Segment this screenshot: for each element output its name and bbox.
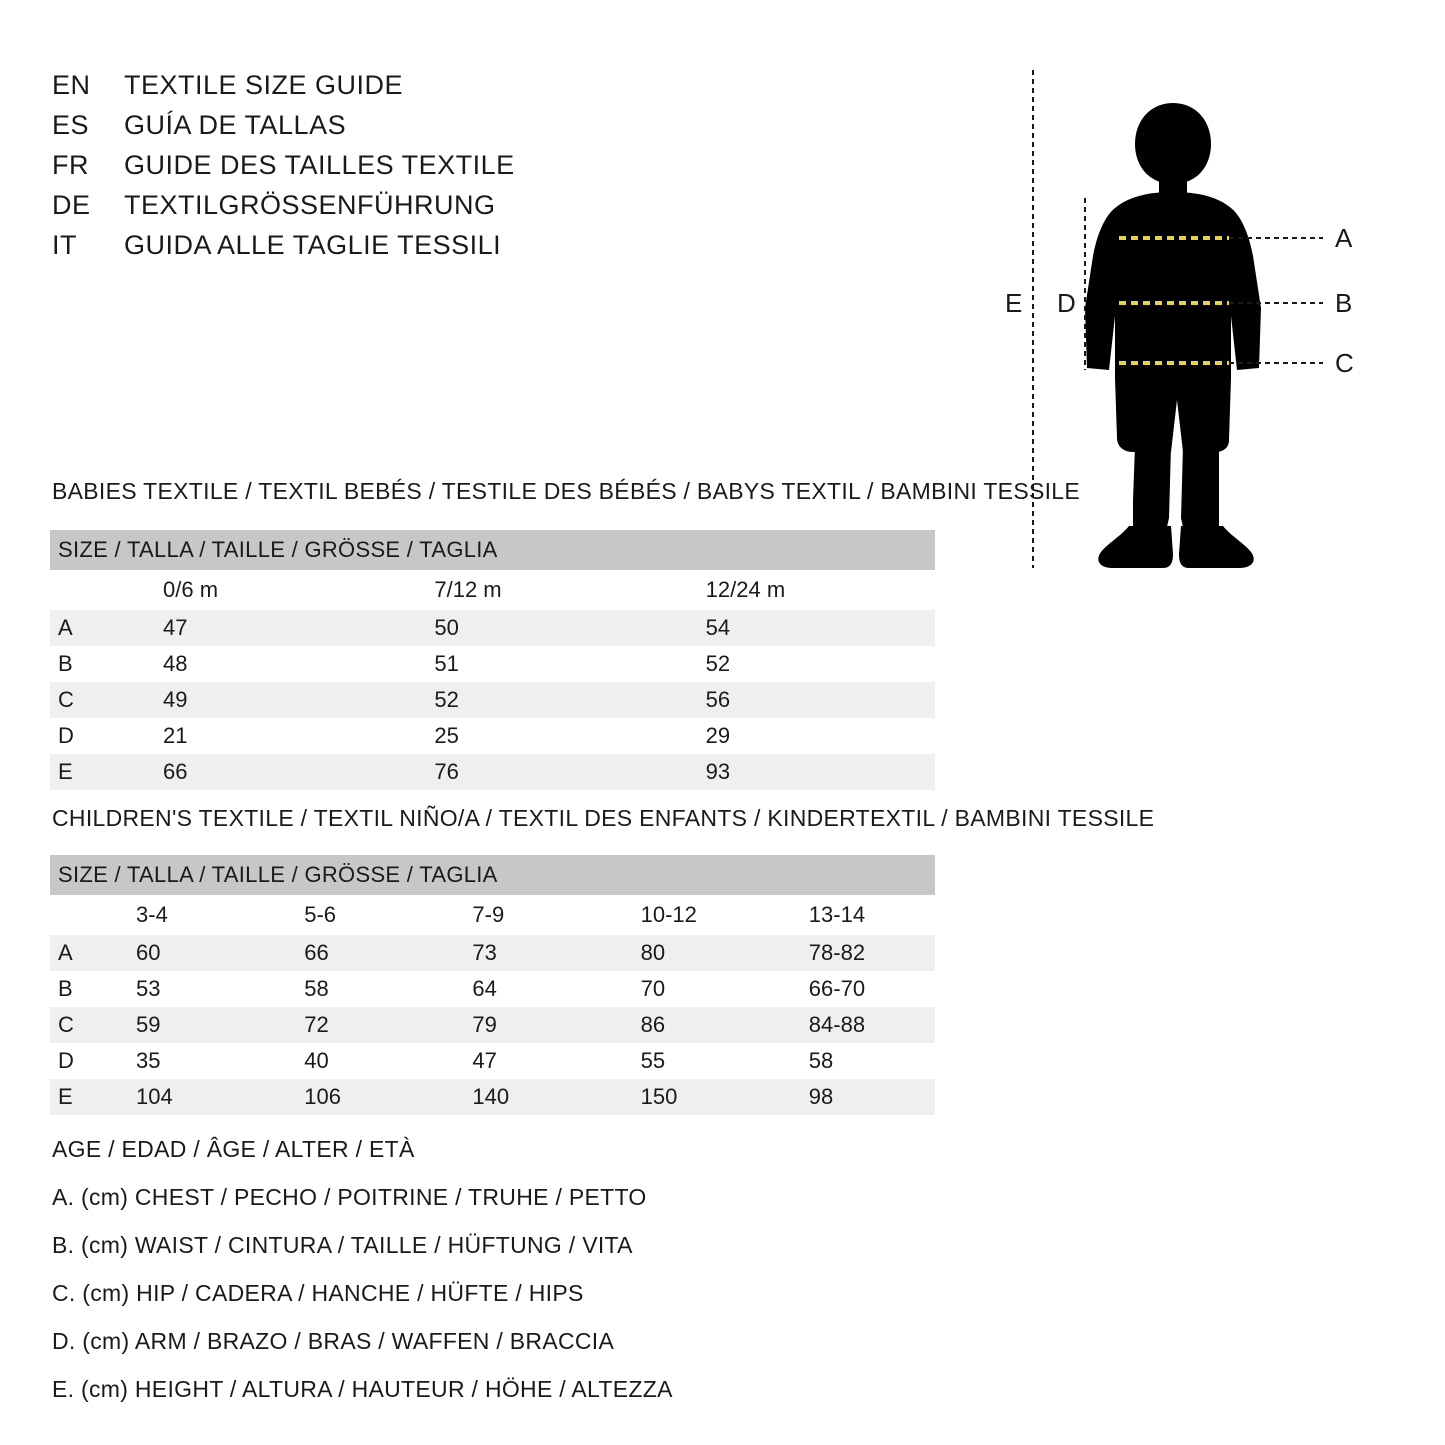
figure-label-c: C bbox=[1335, 348, 1354, 378]
children-cell-c-1: 72 bbox=[262, 1007, 430, 1043]
children-cell-c-4: 84-88 bbox=[767, 1007, 935, 1043]
title-text-de: TEXTILGRÖSSENFÜHRUNG bbox=[124, 190, 496, 220]
babies-cell-d-0: 21 bbox=[121, 718, 392, 754]
children-cell-a-0: 60 bbox=[94, 935, 262, 971]
babies-cell-b-1: 51 bbox=[392, 646, 663, 682]
children-col-0: 3-4 bbox=[94, 895, 262, 935]
babies-col-1: 7/12 m bbox=[392, 570, 663, 610]
language-code-it: IT bbox=[52, 230, 77, 260]
children-cell-d-0: 35 bbox=[94, 1043, 262, 1079]
children-cell-e-4: 98 bbox=[767, 1079, 935, 1115]
babies-cell-e-0: 66 bbox=[121, 754, 392, 790]
table-row bbox=[50, 971, 935, 1007]
figure-label-a: A bbox=[1335, 223, 1353, 253]
babies-cell-e-2: 93 bbox=[664, 754, 935, 790]
children-row-label-a: A bbox=[50, 935, 94, 971]
babies-column-header-row bbox=[50, 570, 935, 610]
children-size-table bbox=[50, 855, 935, 1115]
title-row-it bbox=[52, 230, 752, 261]
children-cell-b-4: 66-70 bbox=[767, 971, 935, 1007]
children-band-row bbox=[50, 855, 935, 895]
legend-line-age: AGE / EDAD / ÂGE / ALTER / ETÀ bbox=[52, 1136, 415, 1162]
table-row bbox=[50, 1043, 935, 1079]
children-cell-c-3: 86 bbox=[599, 1007, 767, 1043]
table-row bbox=[50, 754, 935, 790]
children-section-title: CHILDREN'S TEXTILE / TEXTIL NIÑO/A / TEXTIL DES ENFANTS / KINDERTEXTIL / BAMBINI TESSILE bbox=[52, 805, 1155, 831]
babies-row-label-c: C bbox=[50, 682, 121, 718]
children-cell-a-2: 73 bbox=[430, 935, 598, 971]
babies-row-label-d: D bbox=[50, 718, 121, 754]
legend-line-b: B. (cm) WAIST / CINTURA / TAILLE / HÜFTUNG / VITA bbox=[52, 1232, 633, 1258]
table-row bbox=[50, 610, 935, 646]
babies-cell-c-2: 56 bbox=[664, 682, 935, 718]
children-cell-e-1: 106 bbox=[262, 1079, 430, 1115]
children-row-label-c: C bbox=[50, 1007, 94, 1043]
children-col-4: 13-14 bbox=[767, 895, 935, 935]
children-row-label-b: B bbox=[50, 971, 94, 1007]
babies-cell-d-2: 29 bbox=[664, 718, 935, 754]
title-row-fr bbox=[52, 150, 752, 181]
table-row bbox=[50, 935, 935, 971]
legend-line-d: D. (cm) ARM / BRAZO / BRAS / WAFFEN / BRACCIA bbox=[52, 1328, 615, 1354]
babies-col-0: 0/6 m bbox=[121, 570, 392, 610]
table-row bbox=[50, 1007, 935, 1043]
children-cell-e-0: 104 bbox=[94, 1079, 262, 1115]
language-code-en: EN bbox=[52, 70, 91, 100]
children-col-1: 5-6 bbox=[262, 895, 430, 935]
table-row bbox=[50, 1079, 935, 1115]
babies-cell-d-1: 25 bbox=[392, 718, 663, 754]
children-corner-cell bbox=[50, 895, 94, 935]
babies-band-label: SIZE / TALLA / TAILLE / GRÖSSE / TAGLIA bbox=[50, 530, 935, 570]
babies-row-label-b: B bbox=[50, 646, 121, 682]
babies-cell-b-2: 52 bbox=[664, 646, 935, 682]
title-block bbox=[52, 70, 752, 270]
children-cell-c-2: 79 bbox=[430, 1007, 598, 1043]
title-row-en bbox=[52, 70, 752, 101]
children-cell-b-3: 70 bbox=[599, 971, 767, 1007]
title-text-en: TEXTILE SIZE GUIDE bbox=[124, 70, 404, 100]
title-row-de bbox=[52, 190, 752, 221]
babies-section-title: BABIES TEXTILE / TEXTIL BEBÉS / TESTILE DES BÉBÉS / BABYS TEXTIL / BAMBINI TESSILE bbox=[52, 478, 1081, 504]
babies-cell-a-1: 50 bbox=[392, 610, 663, 646]
table-row bbox=[50, 718, 935, 754]
legend-line-e: E. (cm) HEIGHT / ALTURA / HAUTEUR / HÖHE / ALTEZZA bbox=[52, 1376, 673, 1402]
babies-size-table bbox=[50, 530, 935, 790]
children-row-label-d: D bbox=[50, 1043, 94, 1079]
babies-col-2: 12/24 m bbox=[664, 570, 935, 610]
children-cell-e-2: 140 bbox=[430, 1079, 598, 1115]
legend-line-a: A. (cm) CHEST / PECHO / POITRINE / TRUHE / PETTO bbox=[52, 1184, 647, 1210]
figure-label-d: D bbox=[1057, 288, 1076, 318]
children-row-label-e: E bbox=[50, 1079, 94, 1115]
legend-line-c: C. (cm) HIP / CADERA / HANCHE / HÜFTE / HIPS bbox=[52, 1280, 584, 1306]
table-row bbox=[50, 646, 935, 682]
babies-cell-b-0: 48 bbox=[121, 646, 392, 682]
children-cell-d-1: 40 bbox=[262, 1043, 430, 1079]
table-row bbox=[50, 682, 935, 718]
babies-cell-a-2: 54 bbox=[664, 610, 935, 646]
children-col-3: 10-12 bbox=[599, 895, 767, 935]
title-text-it: GUIDA ALLE TAGLIE TESSILI bbox=[124, 230, 502, 260]
children-cell-e-3: 150 bbox=[599, 1079, 767, 1115]
children-cell-b-0: 53 bbox=[94, 971, 262, 1007]
children-column-header-row bbox=[50, 895, 935, 935]
babies-cell-c-1: 52 bbox=[392, 682, 663, 718]
child-silhouette-shape bbox=[1085, 103, 1261, 568]
measurement-legend bbox=[52, 1136, 852, 1424]
children-cell-a-3: 80 bbox=[599, 935, 767, 971]
children-col-2: 7-9 bbox=[430, 895, 598, 935]
babies-row-label-a: A bbox=[50, 610, 121, 646]
babies-cell-c-0: 49 bbox=[121, 682, 392, 718]
children-cell-c-0: 59 bbox=[94, 1007, 262, 1043]
title-row-es bbox=[52, 110, 752, 141]
title-text-fr: GUIDE DES TAILLES TEXTILE bbox=[124, 150, 515, 180]
children-cell-d-3: 55 bbox=[599, 1043, 767, 1079]
language-code-es: ES bbox=[52, 110, 90, 140]
figure-label-b: B bbox=[1335, 288, 1353, 318]
children-cell-a-1: 66 bbox=[262, 935, 430, 971]
figure-label-e: E bbox=[1005, 288, 1023, 318]
babies-row-label-e: E bbox=[50, 754, 121, 790]
language-code-fr: FR bbox=[52, 150, 89, 180]
measurement-figure bbox=[1005, 48, 1423, 578]
language-code-de: DE bbox=[52, 190, 91, 220]
babies-cell-a-0: 47 bbox=[121, 610, 392, 646]
children-cell-b-2: 64 bbox=[430, 971, 598, 1007]
title-text-es: GUÍA DE TALLAS bbox=[124, 110, 347, 140]
children-cell-d-2: 47 bbox=[430, 1043, 598, 1079]
children-cell-d-4: 58 bbox=[767, 1043, 935, 1079]
babies-corner-cell bbox=[50, 570, 121, 610]
children-cell-b-1: 58 bbox=[262, 971, 430, 1007]
children-cell-a-4: 78-82 bbox=[767, 935, 935, 971]
children-band-label: SIZE / TALLA / TAILLE / GRÖSSE / TAGLIA bbox=[50, 855, 935, 895]
babies-band-row bbox=[50, 530, 935, 570]
babies-cell-e-1: 76 bbox=[392, 754, 663, 790]
